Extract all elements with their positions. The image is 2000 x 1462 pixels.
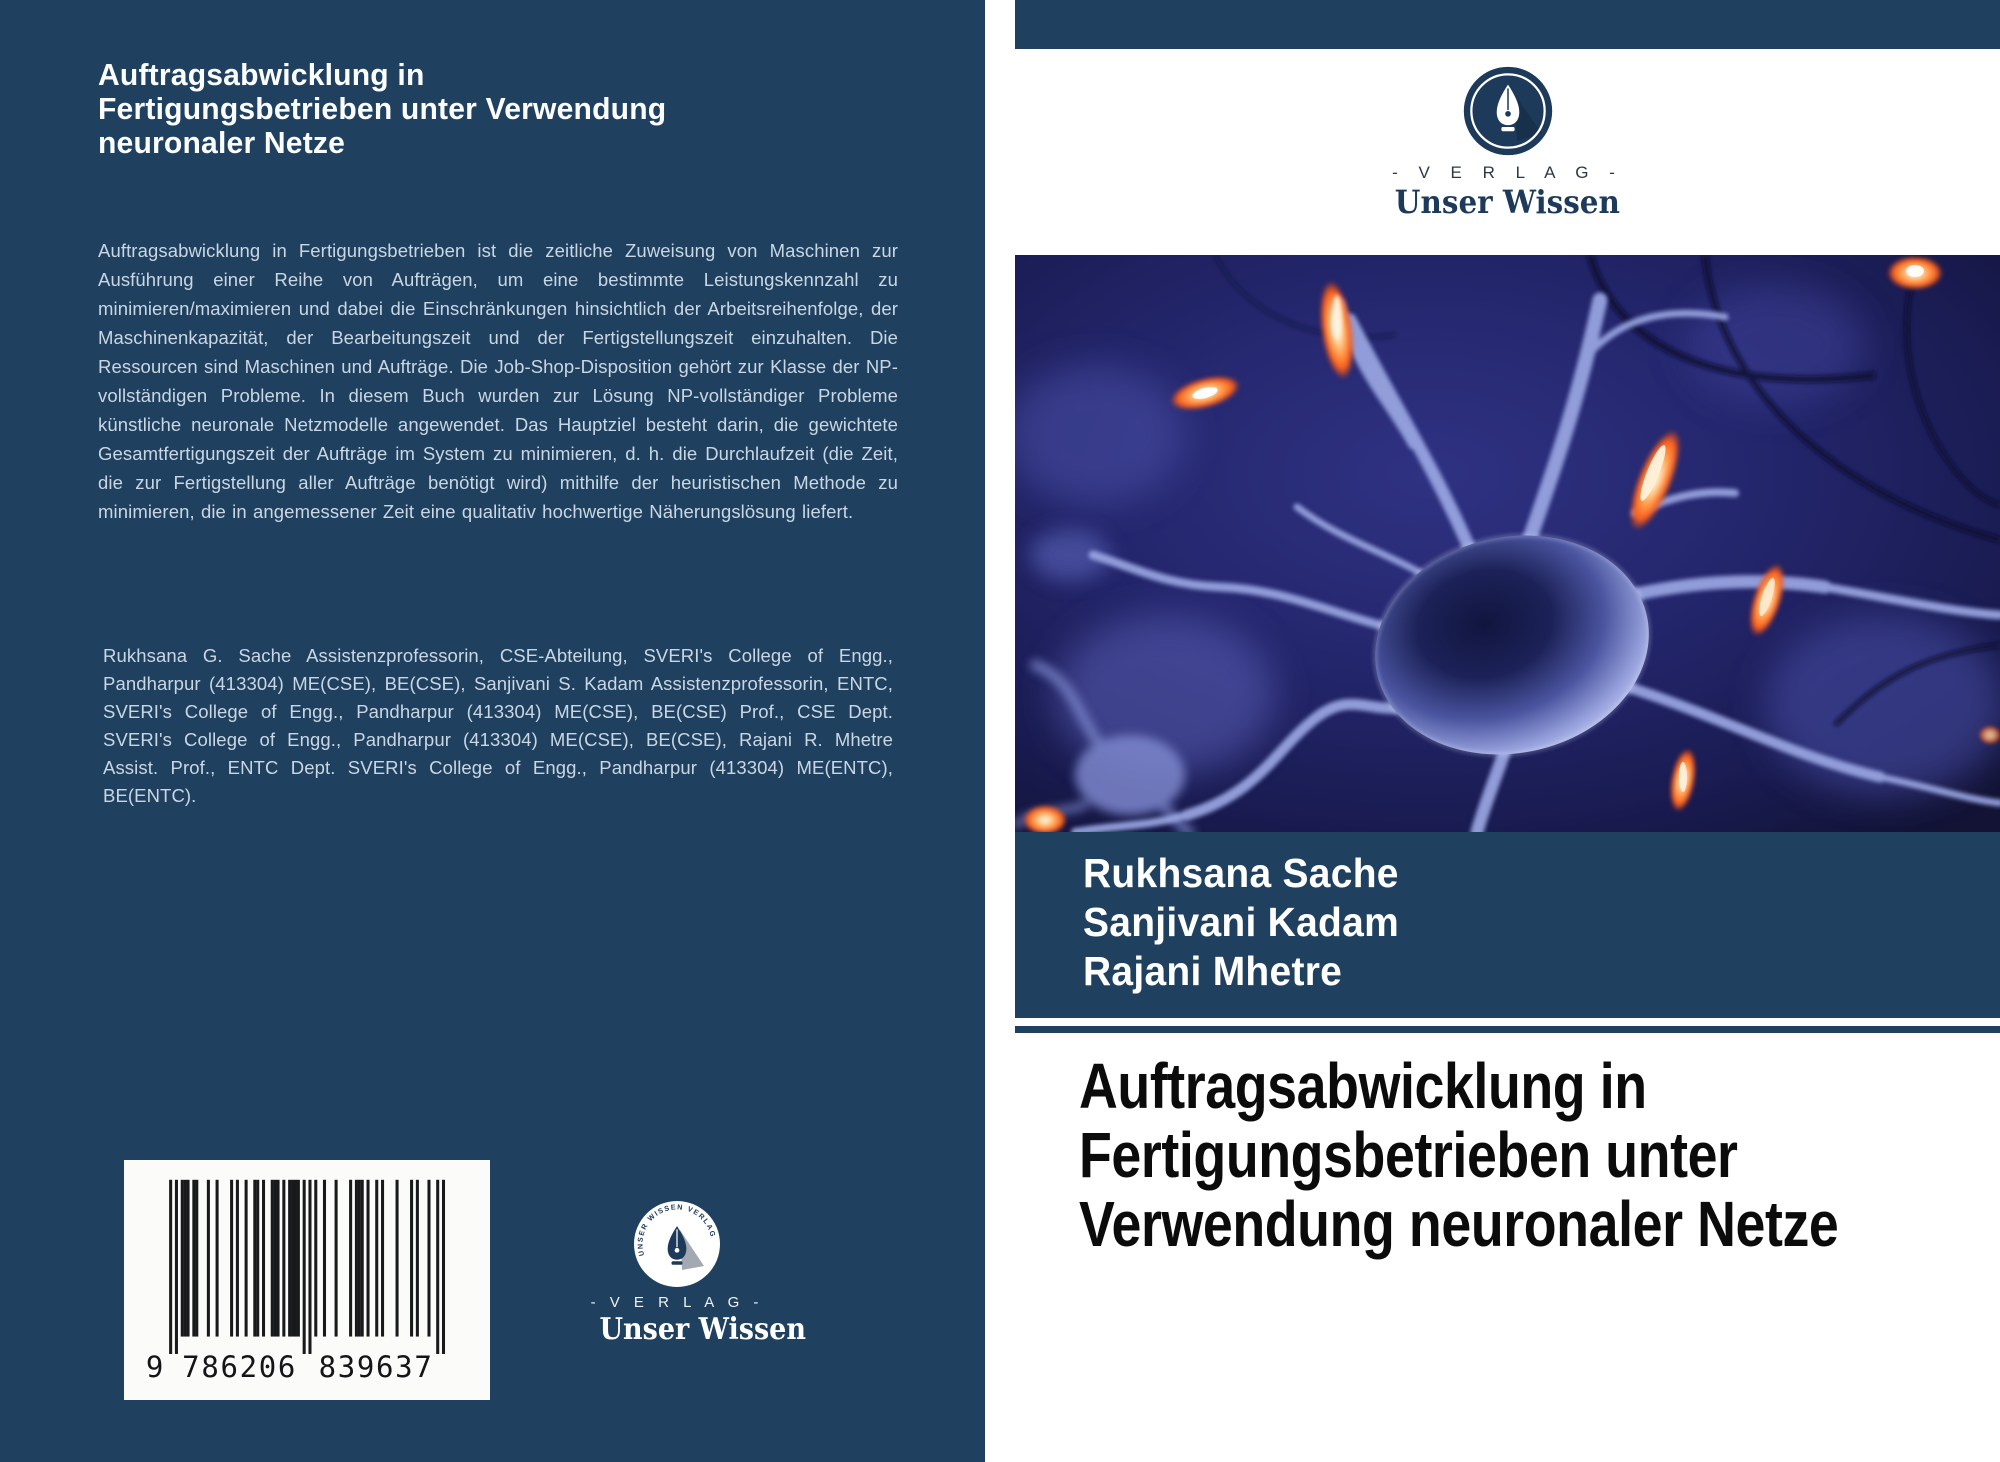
svg-text:839637: 839637	[318, 1350, 432, 1383]
svg-text:786206: 786206	[182, 1350, 296, 1383]
publisher-name: Unser Wissen	[1394, 183, 1621, 221]
cover-art-neurons	[1015, 255, 2000, 832]
author-name: Sanjivani Kadam	[1083, 899, 1399, 945]
publisher-logo-icon	[633, 1200, 721, 1288]
back-cover-title: Auftragsabwicklung in Fertigungsbetrieben unter Verwendung neuronaler Netze	[98, 57, 667, 160]
svg-text:9: 9	[145, 1350, 164, 1383]
isbn-barcode	[124, 1160, 490, 1400]
back-cover-author-bio: Rukhsana G. Sache Assistenzprofessorin, CSE-Abteilung, SVERI's College of Engg., Pandharpur (413304) ME(CSE), BE(CSE), Sanjivani S. Kadam Assistenzprofessorin, ENTC, SVERI's College of Engg., Pandharpur (413304) ME(CSE), BE(CSE) Prof., CSE Dept. SVERI's College of Engg., Pandharpur (413304) ME(CSE), BE(CSE), Rajani R. Mhetre Assist. Prof., ENTC Dept. SVERI's College of Engg., Pandharpur (413304) ME(ENTC), BE(ENTC).	[103, 645, 893, 806]
publisher-verlag-label: - V E R L A G -	[590, 1294, 764, 1311]
neuron-image	[1015, 255, 2000, 832]
back-cover	[0, 0, 985, 1462]
spine	[985, 0, 1015, 1462]
back-cover-description: Auftragsabwicklung in Fertigungsbetrieben ist die zeitliche Zuweisung von Maschinen zur Ausführung einer Reihe von Aufträgen, um eine bestimmte Leistungskennzahl zu minimieren/maximieren und dabei die Einschränkungen hinsichtlich der Arbeitsreihenfolge, der Maschinenkapazität, der Bearbeitungszeit und der Fertigstellungszeit einzuhalten. Die Ressourcen sind Maschinen und Aufträge. Die Job-Shop-Disposition gehört zur Klasse der NP-vollständigen Probleme. In diesem Buch wurden zur Lösung NP-vollständiger Probleme künstliche neuronale Netzmodelle angewendet. Das Hauptziel besteht darin, die gewichtete Gesamtfertigungszeit der Aufträge im System zu minimieren, d. h. die Durchlaufzeit (die Zeit, die zur Fertigstellung aller Aufträge benötigt wird) mithilfe der heuristischen Methode zu minimieren, die in angemessener Zeit eine qualitativ hochwertige Näherungslösung liefert.	[98, 240, 898, 522]
publisher-emblem-front	[1015, 64, 2000, 221]
front-cover-title: Auftragsabwicklung in Fertigungsbetrieben unter Verwendung neuronaler Netze	[1079, 1050, 1839, 1260]
emblem-ring-text: UNSER WISSEN VERLAG	[635, 1202, 718, 1258]
front-divider-rule	[1015, 1026, 2000, 1033]
front-cover	[1015, 0, 2000, 1462]
publisher-verlag-label: - V E R L A G -	[1392, 163, 1623, 182]
author-name: Rukhsana Sache	[1083, 850, 1399, 896]
publisher-emblem-back	[588, 1200, 806, 1347]
publisher-logo-icon	[1461, 64, 1555, 158]
front-author-block	[1015, 832, 2000, 1018]
publisher-name: Unser Wissen	[599, 1312, 806, 1347]
front-top-bar	[1015, 0, 2000, 49]
barcode-svg	[140, 1174, 474, 1383]
author-name: Rajani Mhetre	[1083, 948, 1343, 994]
